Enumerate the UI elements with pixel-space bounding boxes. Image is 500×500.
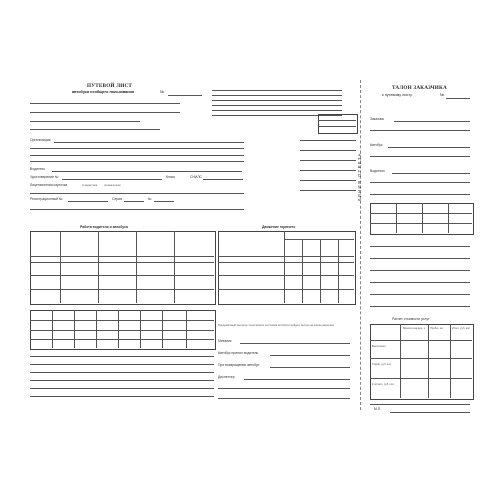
cut-line xyxy=(360,80,361,410)
form-title: ПУТЕВОЙ ЛИСТ xyxy=(87,83,133,89)
organization-label: Организация xyxy=(30,138,51,142)
signature-note: Предрейсовый контроль технического состояния автобуса пройден, выпуск на линию разрешен xyxy=(218,324,335,327)
ticket-table-header: Расчет стоимости услуг xyxy=(392,317,430,321)
number-mark: № xyxy=(160,90,165,94)
ticket-col-total: Итого, руб. коп. xyxy=(452,327,471,330)
ticket-row-done: Выполнено xyxy=(372,345,386,348)
mechanic-label: Механик xyxy=(218,339,232,343)
ticket-subtitle: к путевому листу xyxy=(382,93,413,97)
license-label: Удостоверение № xyxy=(30,175,59,179)
licensing-value-standard: стандартная xyxy=(82,184,98,187)
fuel-table xyxy=(218,231,356,305)
licensing-value-limited: ограниченная xyxy=(104,184,121,187)
ticket-title: ТАЛОН ЗАКАЗЧИКА xyxy=(392,85,447,91)
reg-label: Регистрационный № xyxy=(30,197,63,201)
dispatcher-label: Диспетчер xyxy=(218,375,235,379)
ticket-bus-label: Автобус xyxy=(370,143,383,147)
code-box[interactable] xyxy=(318,114,358,134)
number-label: № xyxy=(148,197,152,201)
ticket-col-distance: Пробег, км xyxy=(430,327,443,330)
ticket-calc-table xyxy=(370,324,474,400)
cut-line-label: ЛИНИЯ ОТРЕЗА xyxy=(357,152,362,202)
work-table xyxy=(30,231,216,305)
snils-label: СНИЛС xyxy=(190,175,203,179)
ticket-row-tariff: Тариф, руб. коп. xyxy=(372,363,392,366)
form-subtitle: автобуса необщего пользования xyxy=(72,90,135,94)
series-label: Серия xyxy=(112,197,122,201)
ticket-mp-label: М.П. xyxy=(374,407,382,411)
return-label: При возвращении автобус xyxy=(218,363,260,367)
driver-accept-label: Автобус принял водитель xyxy=(218,351,259,355)
ticket-row-pay: К оплате, руб. коп. xyxy=(372,383,395,386)
ticket-customer-label: Заказчик xyxy=(370,117,384,121)
licensing-label: Лицензионная карточка xyxy=(30,183,68,187)
ticket-col-time: Время в наряде, ч xyxy=(403,327,426,330)
fuel-section-title: Движение горючего xyxy=(262,225,296,229)
ticket-driver-label: Водитель xyxy=(370,169,385,173)
driver-label: Водитель xyxy=(30,167,45,171)
work-section-title: Работа водителя и автобуса xyxy=(80,225,128,229)
ticket-number-mark: № xyxy=(440,93,445,97)
class-label: Класс xyxy=(166,175,176,179)
